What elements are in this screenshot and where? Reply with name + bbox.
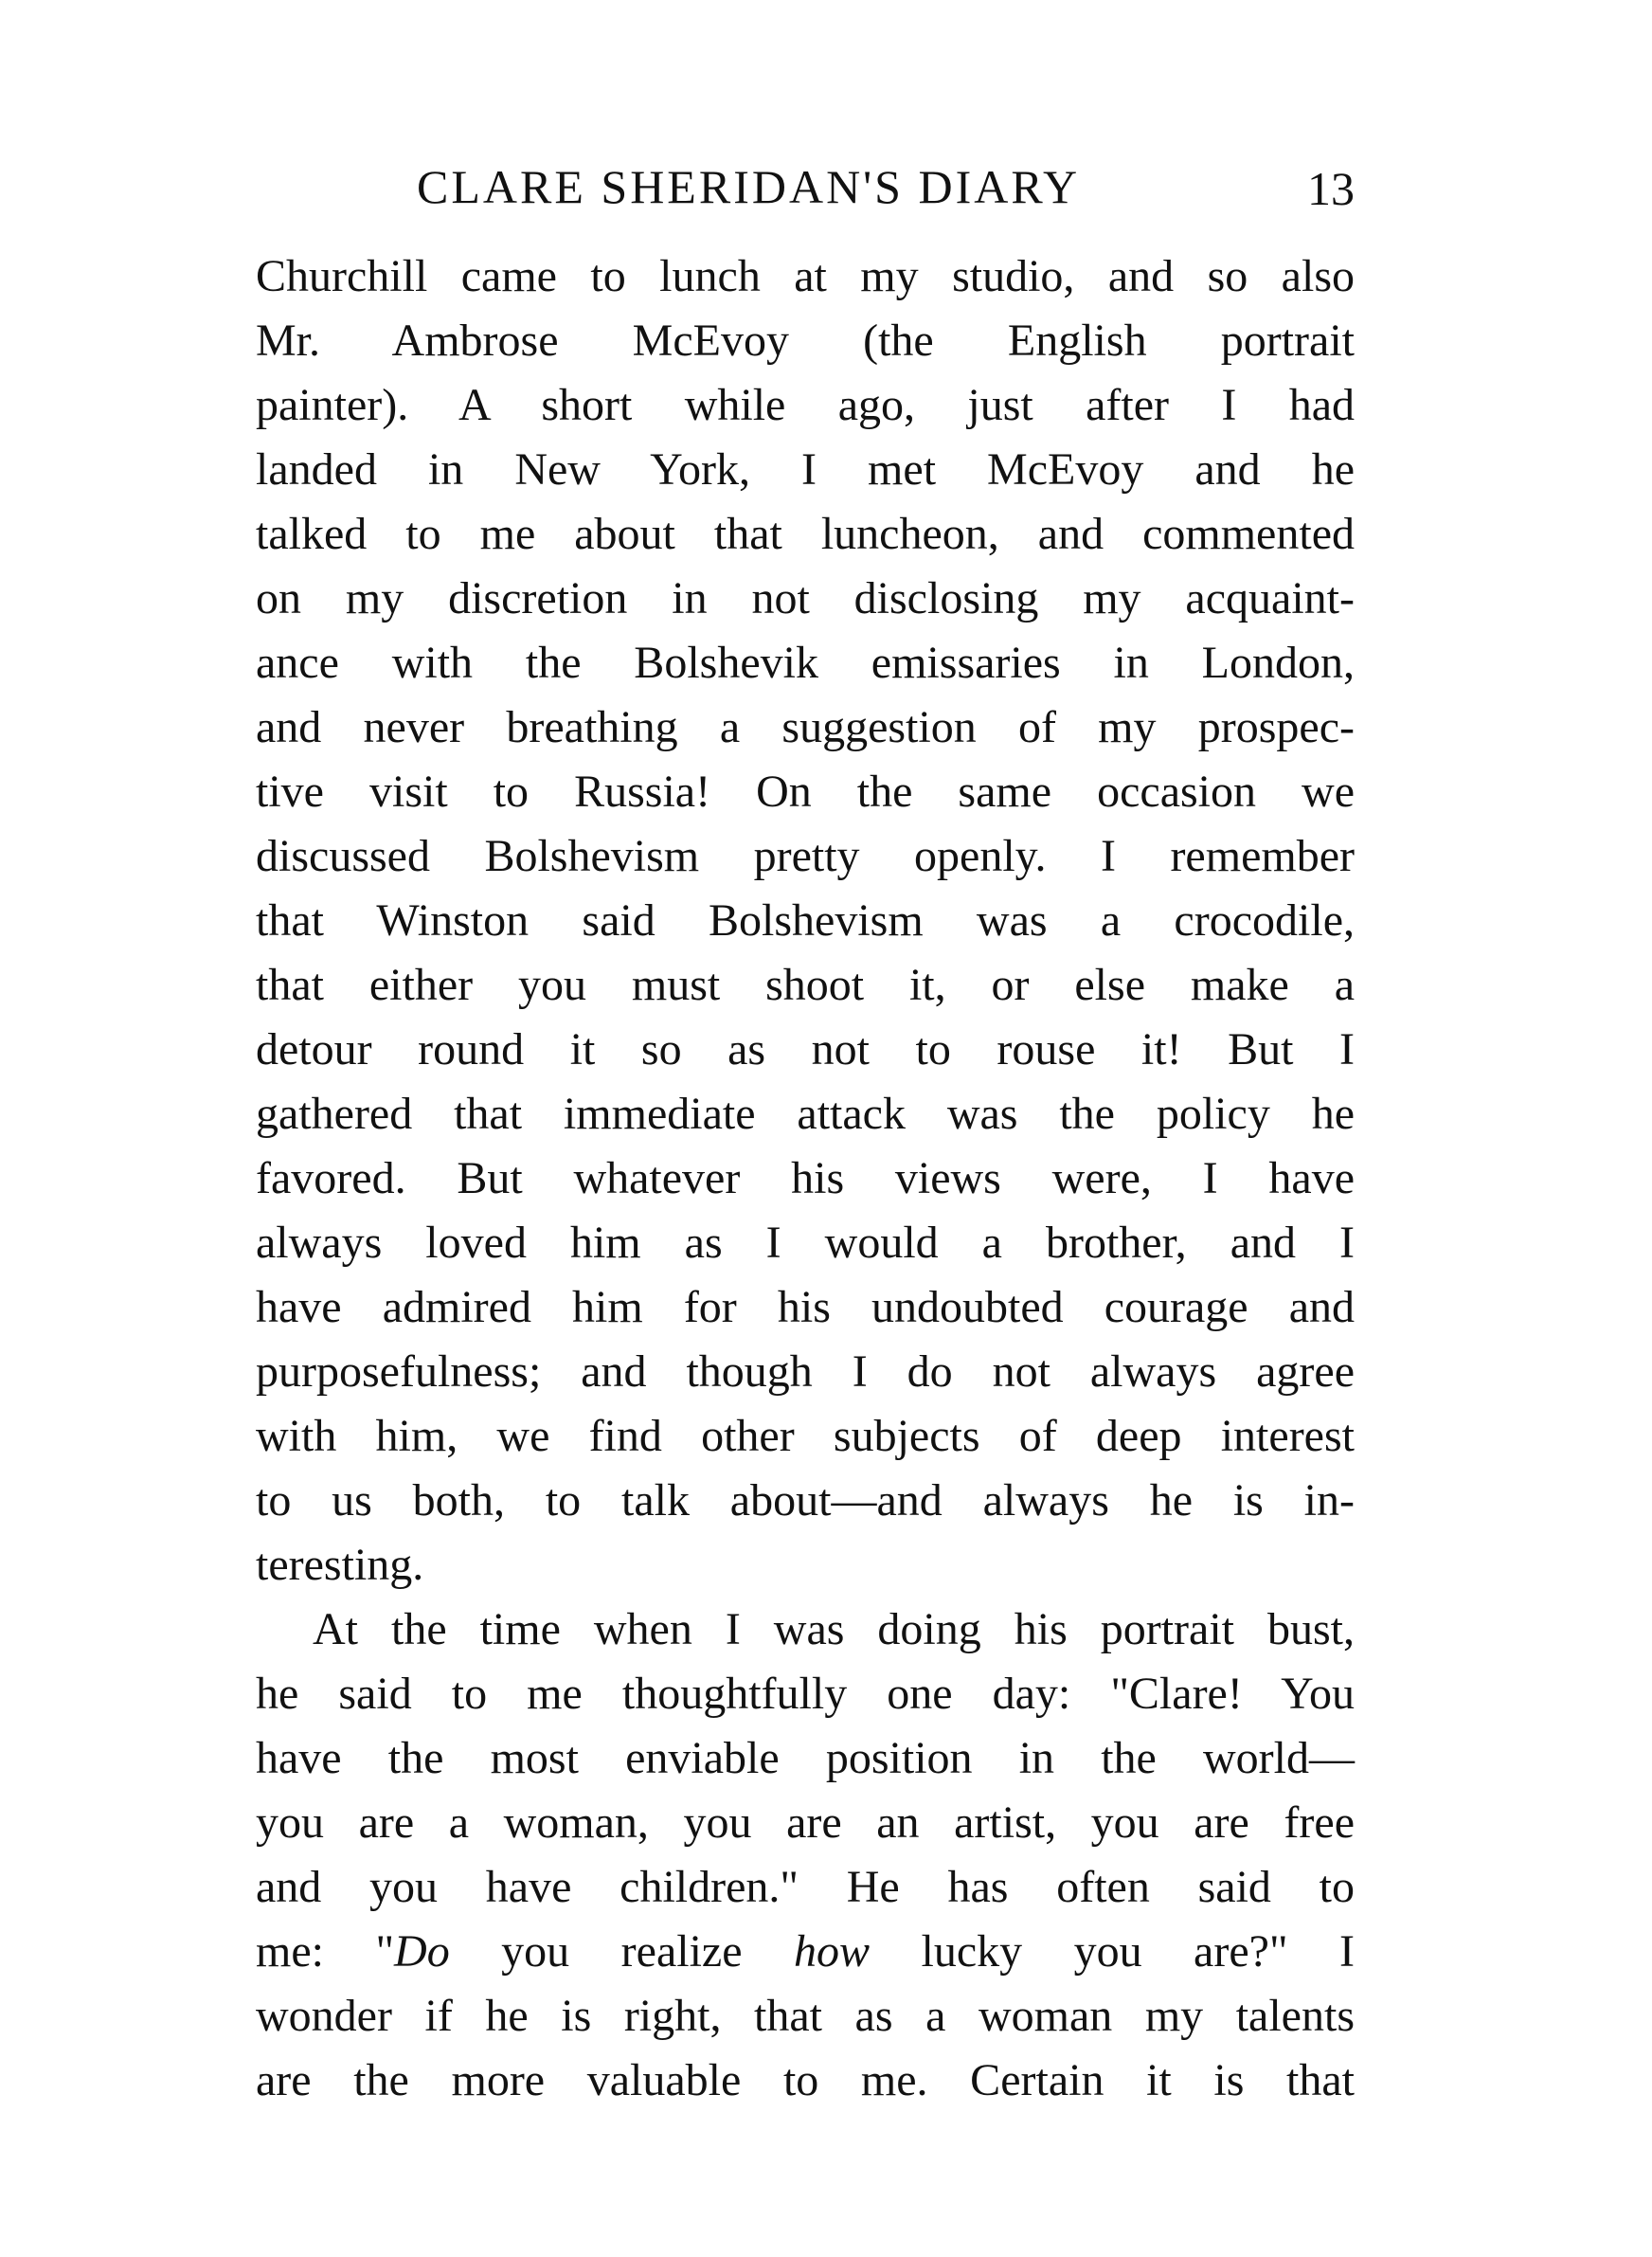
text-line: painter). A short while ago, just after I had [256, 380, 1355, 430]
page-number: 13 [1307, 162, 1355, 215]
italic-emphasis: Do [394, 1926, 450, 1977]
text-line: and never breathing a suggestion of my prospec- [256, 702, 1355, 752]
running-title: CLARE SHERIDAN'S DIARY [417, 160, 1081, 213]
text-line: Churchill came to lunch at my studio, and so also [256, 251, 1355, 301]
text-line: gathered that immediate attack was the policy he [256, 1089, 1355, 1139]
text-segment: lucky you are?" I [870, 1926, 1355, 1977]
text-line: discussed Bolshevism pretty openly. I remember [256, 831, 1355, 881]
text-line: you are a woman, you are an artist, you are free [256, 1797, 1355, 1848]
text-line: on my discretion in not disclosing my acquaint- [256, 573, 1355, 623]
text-line: are the more valuable to me. Certain it is that [256, 2055, 1355, 2105]
text-line: and you have children." He has often said to [256, 1862, 1355, 1912]
text-line: to us both, to talk about—and always he is in- [256, 1475, 1355, 1526]
page-header [256, 159, 1355, 235]
text-line: he said to me thoughtfully one day: "Clare! You [256, 1669, 1355, 1719]
text-line: teresting. [256, 1540, 424, 1590]
text-line: landed in New York, I met McEvoy and he [256, 444, 1355, 495]
text-line: detour round it so as not to rouse it! But I [256, 1024, 1355, 1074]
text-line-with-italics [256, 1920, 1355, 1984]
text-line: that Winston said Bolshevism was a crocodile, [256, 895, 1355, 946]
text-line: At the time when I was doing his portrait bust, [313, 1604, 1355, 1654]
text-line: tive visit to Russia! On the same occasion we [256, 767, 1355, 817]
text-line: talked to me about that luncheon, and commented [256, 509, 1355, 559]
text-line: Mr. Ambrose McEvoy (the English portrait [256, 316, 1355, 366]
text-segment: me: " [256, 1926, 395, 1977]
text-line: have the most enviable position in the world— [256, 1733, 1355, 1783]
text-line: with him, we find other subjects of deep interest [256, 1411, 1355, 1461]
text-line: favored. But whatever his views were, I have [256, 1153, 1355, 1203]
text-line: have admired him for his undoubted courage and [256, 1282, 1355, 1332]
text-line: purposefulness; and though I do not always agree [256, 1346, 1355, 1397]
paragraph-2 [256, 1598, 1355, 2113]
paragraph-1 [256, 244, 1355, 1598]
text-line: ance with the Bolshevik emissaries in London, [256, 638, 1355, 688]
italic-emphasis: how [794, 1926, 871, 1977]
body-text [256, 244, 1355, 2113]
text-line: always loved him as I would a brother, and I [256, 1218, 1355, 1268]
text-line: that either you must shoot it, or else make a [256, 960, 1355, 1010]
text-line: wonder if he is right, that as a woman my talents [256, 1991, 1355, 2041]
text-segment: you realize [449, 1926, 794, 1977]
